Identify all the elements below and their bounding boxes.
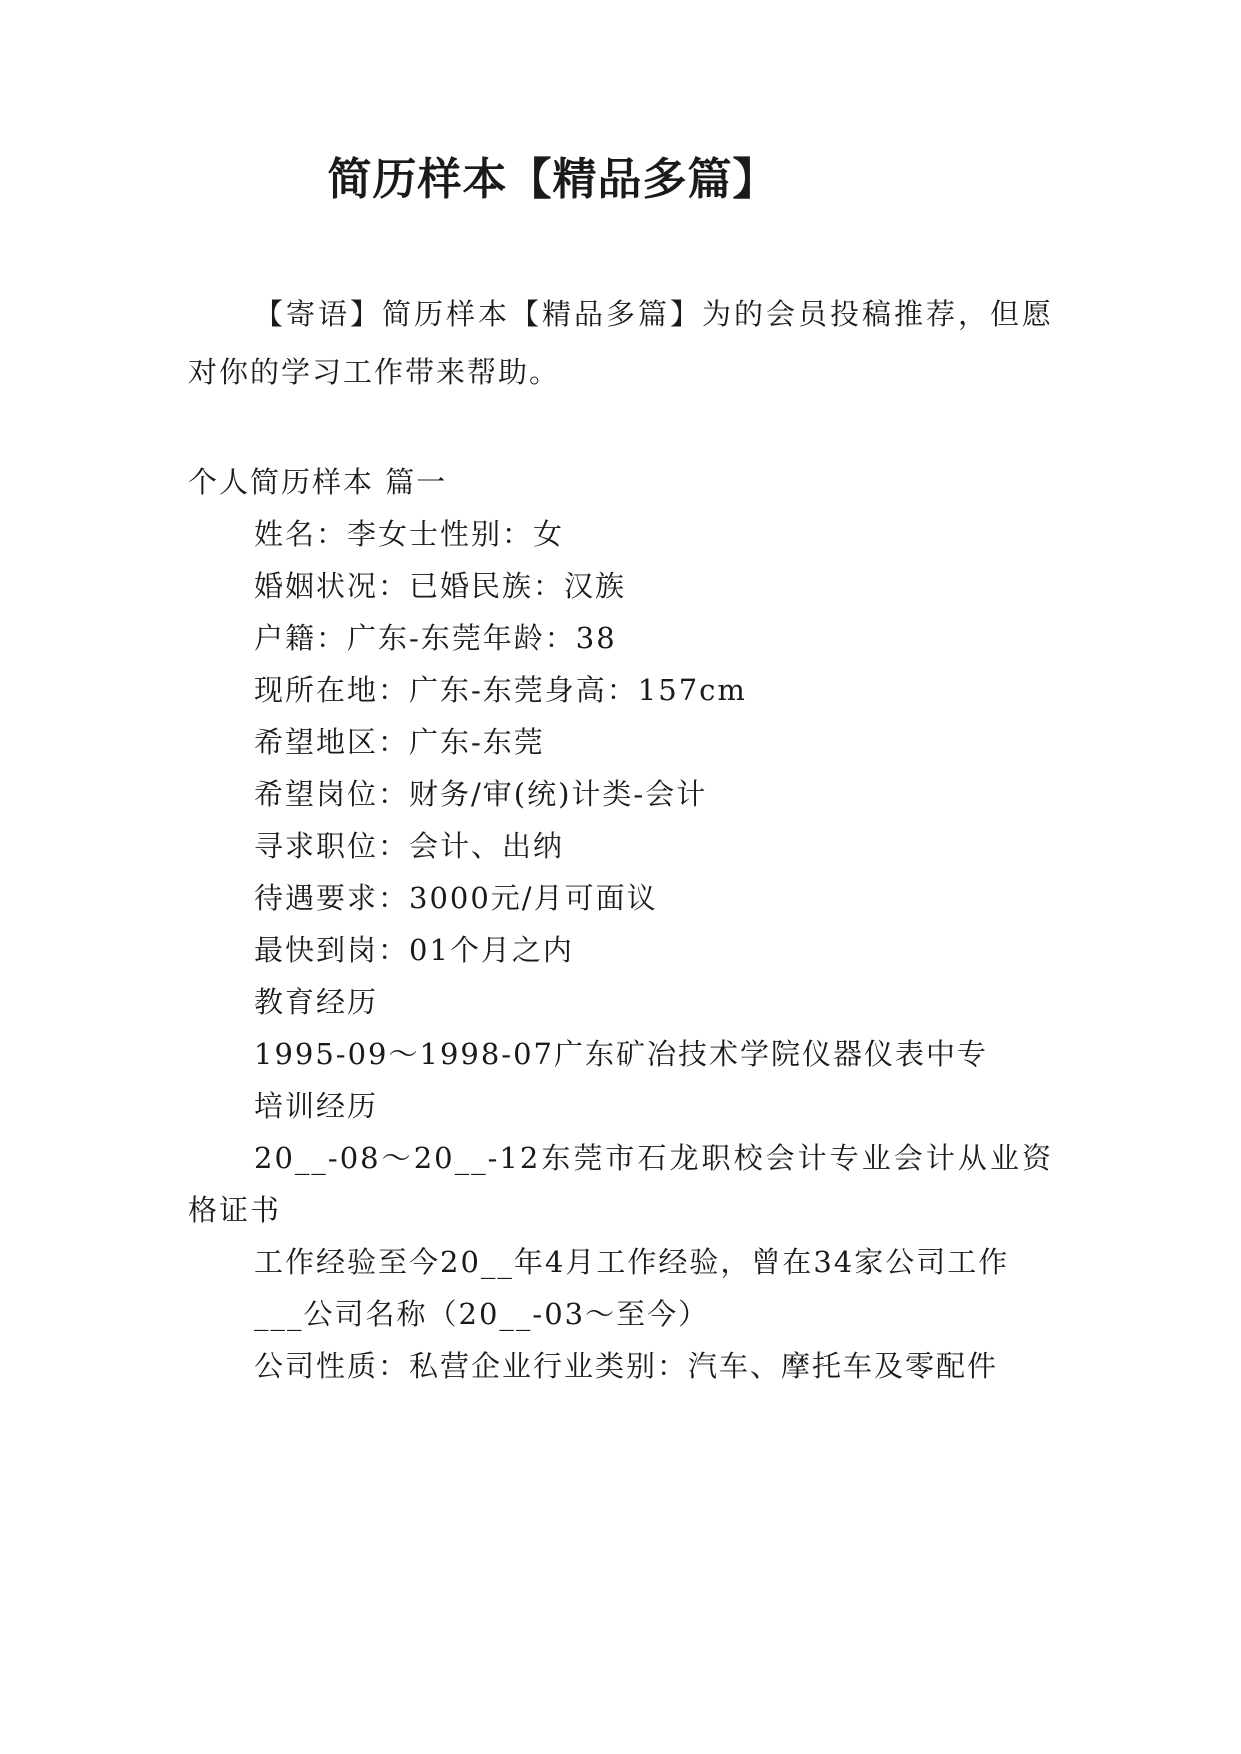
work-experience-summary: 工作经验至今20__年4月工作经验，曾在34家公司工作 [254, 1245, 1010, 1279]
resume-line-desired-position: 希望岗位：财务/审(统)计类-会计 [254, 777, 708, 811]
document-title: 简历样本【精品多篇】 [327, 154, 778, 205]
company-nature-line: 公司性质：私营企业行业类别：汽车、摩托车及零配件 [254, 1349, 999, 1383]
resume-line-availability: 最快到岗：01个月之内 [254, 933, 574, 967]
training-entry: 20__-08～20__-12东莞市石龙职校会计专业会计从业资格证书 [188, 1141, 1053, 1227]
training-heading: 培训经历 [254, 1089, 379, 1123]
resume-line-location-height: 现所在地：广东-东莞身高：157cm [254, 673, 747, 707]
education-entry: 1995-09～1998-07广东矿冶技术学院仪器仪表中专 [254, 1037, 989, 1071]
resume-line-hukou-age: 户籍：广东-东莞年龄：38 [254, 621, 617, 655]
resume-line-marital-ethnicity: 婚姻状况：已婚民族：汉族 [254, 569, 627, 603]
resume-line-name-gender: 姓名：李女士性别：女 [254, 517, 565, 551]
intro-paragraph: 【寄语】简历样本【精品多篇】为的会员投稿推荐，但愿对你的学习工作带来帮助。 [188, 297, 1053, 389]
company-name-line: ___公司名称（20__-03～至今） [254, 1297, 710, 1331]
resume-line-job-sought: 寻求职位：会计、出纳 [254, 829, 565, 863]
resume-content [188, 456, 1053, 1392]
resume-line-desired-region: 希望地区：广东-东莞 [254, 725, 545, 759]
section-heading: 个人简历样本 篇一 [188, 465, 448, 499]
resume-line-salary: 待遇要求：3000元/月可面议 [254, 881, 658, 915]
education-heading: 教育经历 [254, 985, 379, 1019]
